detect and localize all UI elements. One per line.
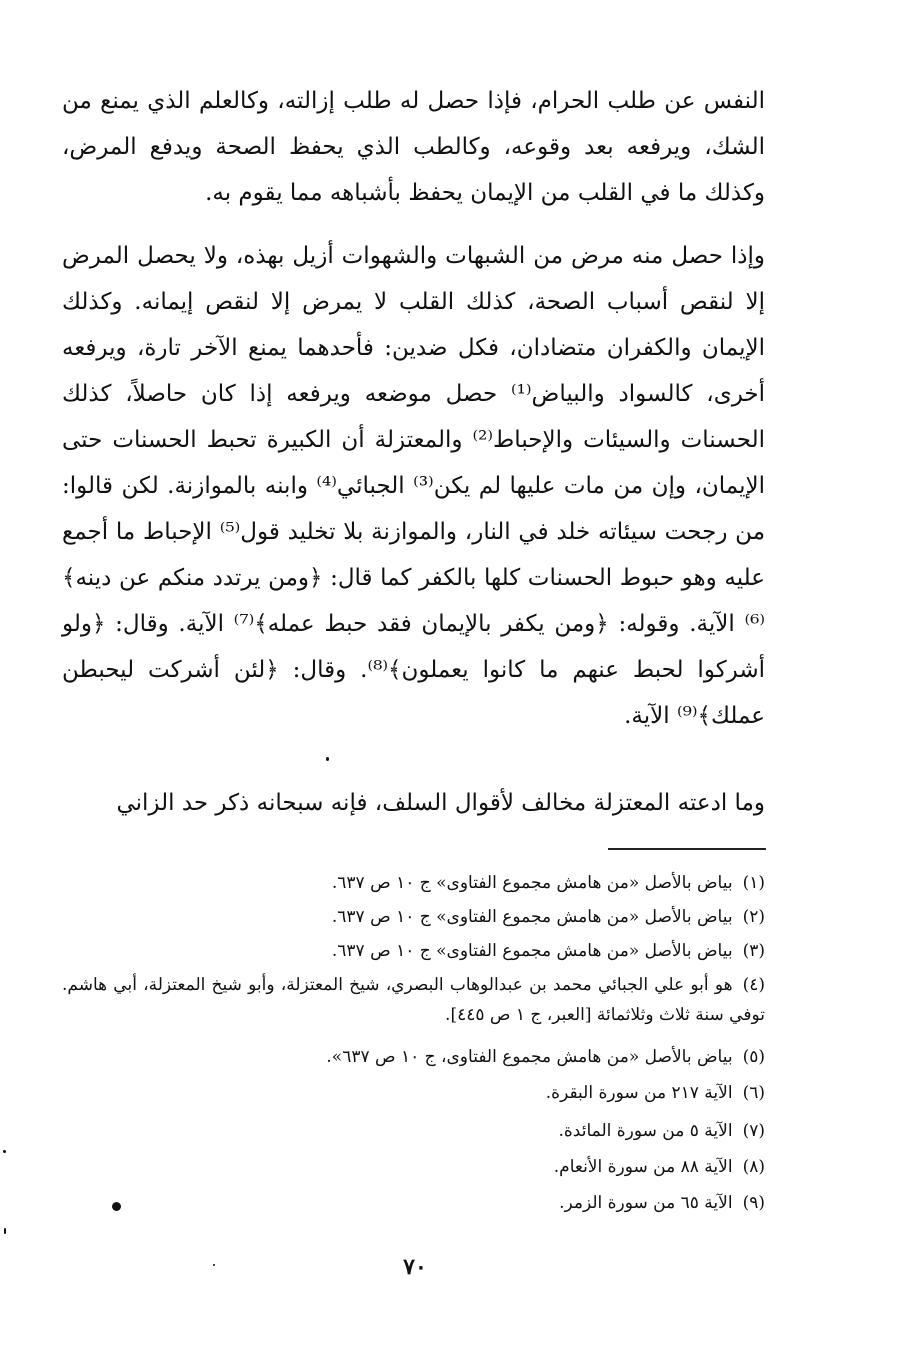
footnote-3: [62, 936, 765, 966]
ink-speck: [112, 1202, 121, 1211]
footnote-4: [62, 970, 765, 1030]
footnote-number: (٦): [742, 1083, 765, 1103]
footnote-5: [62, 1042, 765, 1072]
footnote-2: [62, 902, 765, 932]
footnote-separator: [608, 848, 766, 850]
footnote-number: (٣): [742, 941, 765, 961]
footnote-9: [62, 1188, 765, 1218]
footnote-number: (٥): [742, 1047, 765, 1067]
footnote-number: (٩): [742, 1193, 765, 1213]
ink-speck: [213, 1264, 215, 1266]
footnote-6: [62, 1078, 765, 1108]
footnote-7: [62, 1116, 765, 1146]
footnote-number: (٤): [742, 975, 765, 995]
body-paragraph-3: وما ادعته المعتزلة مخالف لأقوال السلف، فإنه سبحانه ذكر حد الزاني: [116, 790, 765, 816]
body-paragraph-2: وإذا حصل منه مرض من الشبهات والشهوات أزيل بهذه، ولا يحصل المرض إلا لنقص أسباب الصحة، كذلك القلب لا يمرض إلا لنقص إيمانه. وكذلك الإيمان والكفران متضادان، فكل ضدين: فأحدهما يمنع الآخر تارة، ويرفعه أخرى، كالسواد والبياض⁽¹⁾ حصل موضعه ويرفعه إذا كان حاصلاً، كذلك الحسنات والسيئات والإحباط⁽²⁾ والمعتزلة أن الكبيرة تحبط الحسنات حتى الإيمان، وإن من مات عليها لم يكن⁽³⁾ الجبائي⁽⁴⁾ وابنه بالموازنة. لكن قالوا: من رجحت سيئاته خلد في النار، والموازنة بلا تخليد قول⁽⁵⁾ الإحباط ما أجمع عليه وهو حبوط الحسنات كلها بالكفر كما قال: ﴿ومن يرتدد منكم عن دينه﴾⁽⁶⁾ الآية. وقوله: ﴿ومن يكفر بالإيمان فقد حبط عمله﴾⁽⁷⁾ الآية. وقال: ﴿ولو أشركوا لحبط عنهم ما كانوا يعملون﴾⁽⁸⁾. وقال: ﴿لئن أشركت ليحبطن عملك﴾⁽⁹⁾ الآية.: [62, 243, 766, 729]
footnote-text: الآية ٨٨ من سورة الأنعام.: [553, 1157, 733, 1177]
footnote-text: بياض بالأصل «من هامش مجموع الفتاوى» ج ١٠ ص ٦٣٧.: [331, 873, 733, 893]
page-number: ٧٠: [403, 1254, 427, 1280]
footnote-number: (٧): [742, 1121, 765, 1141]
ink-speck: [4, 1228, 6, 1234]
body-paragraph-1: النفس عن طلب الحرام، فإذا حصل له طلب إزالته، وكالعلم الذي يمنع من الشك، ويرفعه بعد وقوعه، وكالطب الذي يحفظ الصحة ويدفع المرض، وكذلك ما في القلب من الإيمان يحفظ بأشباهه مما يقوم به.: [62, 88, 765, 206]
footnote-number: (٢): [742, 907, 765, 927]
ink-speck: [3, 1150, 6, 1153]
footnote-text: الآية ٦٥ من سورة الزمر.: [559, 1193, 733, 1213]
footnote-text: الآية ٢١٧ من سورة البقرة.: [545, 1083, 733, 1103]
footnote-text: بياض بالأصل «من هامش مجموع الفتاوى» ج ١٠ ص ٦٣٧.: [331, 907, 733, 927]
footnote-8: [62, 1152, 765, 1182]
footnote-1: [62, 868, 765, 898]
footnote-text: بياض بالأصل «من هامش مجموع الفتاوى» ج ١٠ ص ٦٣٧.: [331, 941, 733, 961]
footnote-text: هو أبو علي الجبائي محمد بن عبدالوهاب البصري، شيخ المعتزلة، وأبو شيخ المعتزلة، أبي هاشم. توفي سنة ثلاث وثلاثمائة [العبر، ج ١ ص ٤٤٥].: [62, 975, 765, 1025]
footnote-text: الآية ٥ من سورة المائدة.: [558, 1121, 733, 1141]
footnote-number: (٨): [742, 1157, 765, 1177]
ink-speck: [326, 757, 329, 761]
footnote-text: بياض بالأصل «من هامش مجموع الفتاوى، ج ١٠ ص ٦٣٧».: [326, 1047, 733, 1067]
footnote-number: (١): [742, 873, 765, 893]
